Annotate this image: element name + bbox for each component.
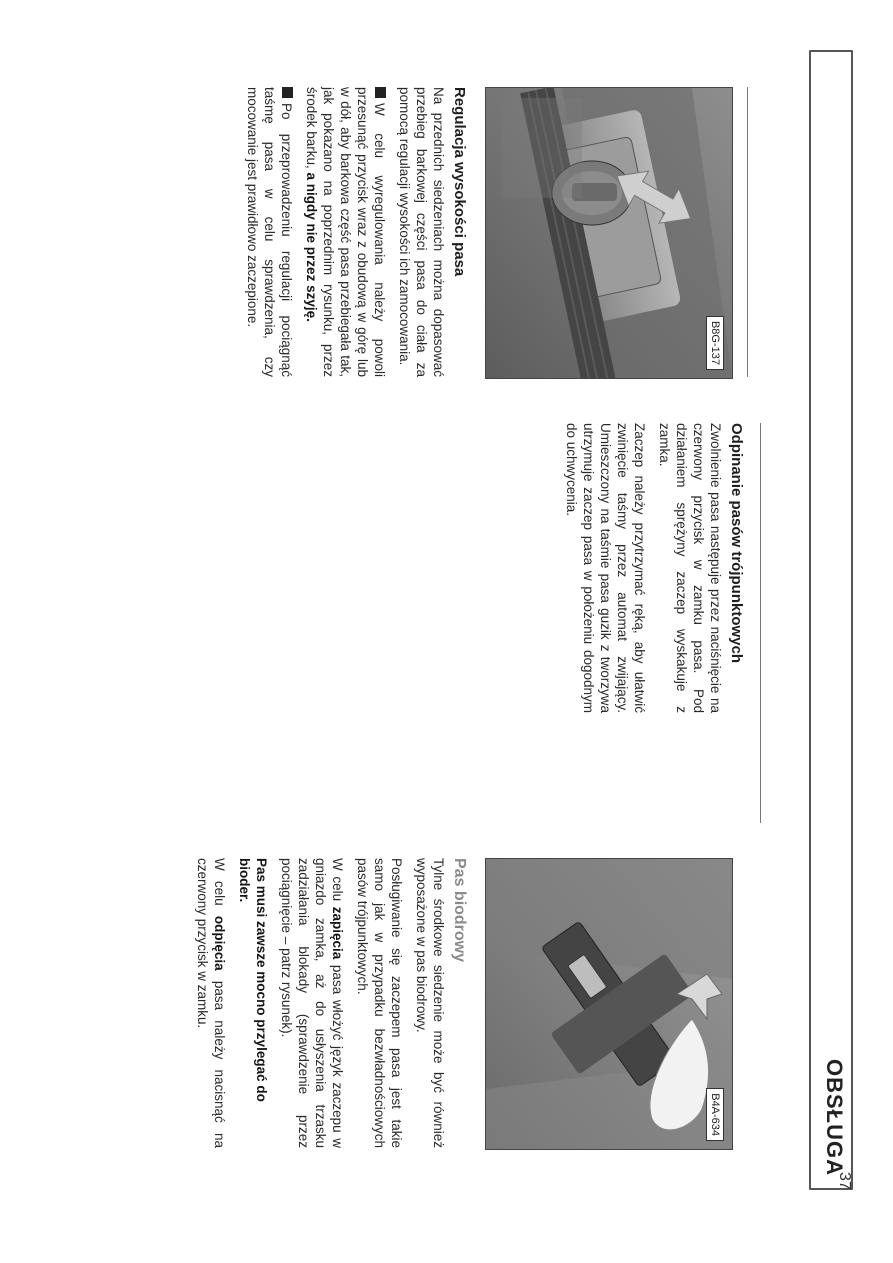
figure-1-label: B8G-137	[706, 316, 724, 370]
column-rule-2	[760, 423, 761, 823]
column-lap-belt	[186, 858, 468, 1148]
paragraph-text: W celu	[212, 858, 227, 916]
emphasis-text: zapięcia	[330, 906, 345, 960]
figure-belt-height-adjuster	[485, 87, 733, 379]
square-bullet-icon	[282, 87, 293, 98]
figure-2-label: B4A-634	[706, 1088, 724, 1141]
square-bullet-icon	[375, 87, 386, 98]
column-unbuckling	[555, 423, 745, 713]
paragraph	[278, 858, 346, 1148]
section-heading-height-adjustment: Regulacja wysokości pasa	[451, 87, 468, 277]
belt-adjuster-illustration	[486, 88, 732, 378]
paragraph-text: pasa włożyć język zaczepu w gniazdo zamka, aż do usłyszenia trzasku zadziałania blokady (sprawdzenie przez pociągnięcie – patrz rysunek).	[279, 858, 345, 1148]
header-title: OBSŁUGA	[822, 1059, 847, 1176]
paragraph-text: Po przeprowadzeniu regulacji pociągnąć taśmę pasa w celu sprawdzenia, czy mocowanie jest prawidłowo zaczepione.	[245, 87, 294, 377]
paragraph-bullet	[244, 87, 295, 377]
buckle-illustration	[486, 859, 732, 1149]
header-bar	[809, 50, 853, 1190]
paragraph-bullet	[303, 87, 388, 377]
paragraph: Tylne środkowe siedzenie może być również wyposażone w pas biodrowy.	[414, 858, 446, 1148]
column-height-adjustment	[236, 87, 468, 377]
paragraph: Na przednich siedzeniach można dopasować przebieg barkowej części pasa do ciała za pomocą regulacji wysokości ich zamocowania.	[397, 87, 446, 377]
section-heading-unbuckling: Odpinanie pasów trójpunktowych	[728, 423, 745, 664]
warning-paragraph: Pas musi zawsze mocno przylegać do bioder.	[237, 858, 269, 1102]
page-number: 37	[836, 1172, 853, 1190]
column-rule-1	[747, 87, 748, 377]
emphasis-text: odpięcia	[212, 915, 227, 971]
paragraph: Zaczep należy przytrzymać ręką, aby ułatwić zwinięcie taśmy przez automat zwijający. Umieszczony na taśmie pasa guzik z tworzywa utrzymuje zaczep pasa w położeniu dogodnym do uchwycenia.	[564, 423, 647, 713]
section-heading-lap-belt: Pas biodrowy	[451, 858, 468, 963]
paragraph-text: W celu	[330, 858, 345, 907]
paragraph	[194, 858, 228, 1148]
paragraph: Zwolnienie pasa następuje przez naciśnięcie na czerwony przycisk w zamku pasa. Pod działaniem sprężyny zaczep wyskakuje z zamka.	[657, 423, 723, 713]
paragraph: Posługiwanie się zaczepem pasa jest takie samo jak w przypadku bezwładnościowych pasów trójpunktowych.	[355, 858, 404, 1148]
paragraph-text: W celu wyregulowania należy powoli przesunąć przycisk wraz z obudową w górę lub w dół, aby barkowa część pasa przebiegała tak, jak pokazano na poprzednim rysunku, przez środek barku,	[304, 87, 387, 377]
paragraph-text: pasa należy nacisnąć na czerwony przycisk w zamku.	[195, 858, 227, 1148]
emphasis-text: a nigdy nie przez szyję.	[304, 172, 319, 322]
figure-buckle-release	[485, 858, 733, 1150]
